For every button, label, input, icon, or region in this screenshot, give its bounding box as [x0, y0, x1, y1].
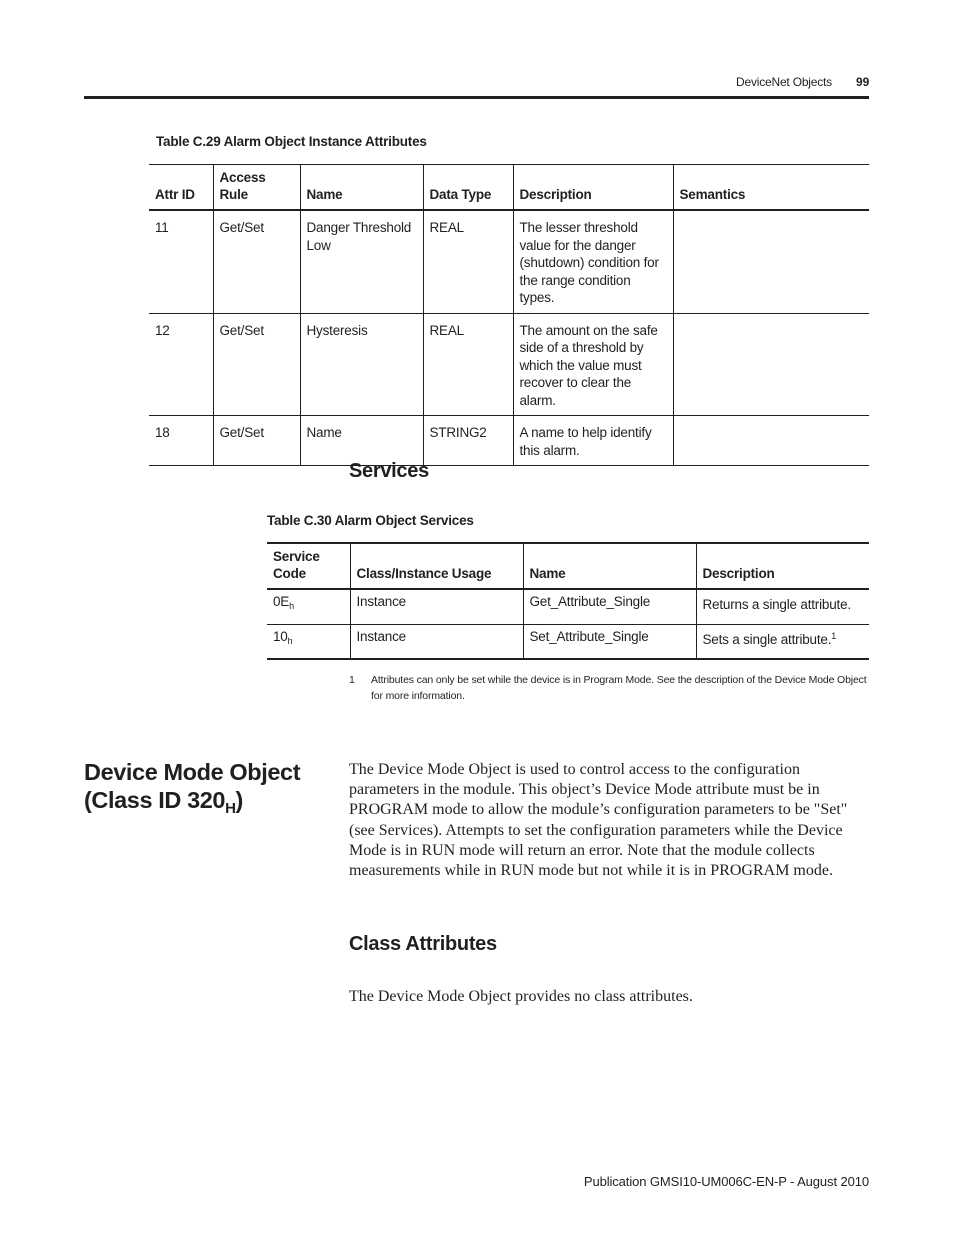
- cell-attr-id: 18: [155, 425, 170, 440]
- header-rule: [84, 96, 869, 99]
- cell-description: [696, 589, 869, 624]
- class-attributes-body: The Device Mode Object provides no class attributes.: [349, 988, 693, 1005]
- cell-semantics: [673, 210, 869, 313]
- table-header-row: [149, 165, 869, 211]
- column-header: Semantics: [673, 165, 869, 211]
- cell-access-rule: Get/Set: [213, 416, 300, 466]
- service-code: 0E: [273, 594, 290, 609]
- footnote-text: Attributes can only be set while the device is in Program Mode. See the description of the Device Mode Object for more information.: [371, 674, 867, 702]
- class-attributes-heading: Class Attributes: [349, 933, 497, 955]
- column-header: Name: [300, 165, 423, 211]
- table-c30-title: Table C.30 Alarm Object Services: [267, 513, 474, 528]
- table-header-row: [267, 543, 869, 589]
- heading-line-1: Device Mode Object: [84, 759, 301, 785]
- cell-service-name: Get_Attribute_Single: [523, 589, 696, 624]
- device-mode-heading: [84, 758, 300, 823]
- heading-close-paren: ): [235, 787, 243, 813]
- cell-attr-id: 11: [155, 220, 169, 235]
- cell-service-name: Set_Attribute_Single: [523, 624, 696, 659]
- service-description: Sets a single attribute.: [702, 631, 832, 647]
- cell-access-rule: Get/Set: [213, 210, 300, 313]
- hex-subscript: h: [289, 601, 294, 611]
- cell-description: The lesser threshold value for the danger (shutdown) condition for the range condition types.: [513, 210, 673, 313]
- cell-usage: Instance: [350, 624, 523, 659]
- column-header: Name: [523, 543, 696, 589]
- column-header: Attr ID: [155, 187, 195, 202]
- cell-data-type: REAL: [423, 210, 513, 313]
- column-header: Description: [513, 165, 673, 211]
- column-header: Description: [696, 543, 869, 589]
- running-header-section: DeviceNet Objects: [736, 75, 832, 89]
- column-header: Data Type: [423, 165, 513, 211]
- cell-description: [696, 624, 869, 659]
- cell-data-type: STRING2: [423, 416, 513, 466]
- alarm-services-table: [267, 542, 869, 660]
- cell-attr-id: 12: [155, 322, 170, 338]
- cell-description: The amount on the safe side of a threshold by which the value must recover to clear the alarm.: [513, 313, 673, 416]
- service-description: Returns a single attribute.: [702, 597, 851, 612]
- footnote-number: 1: [349, 674, 355, 686]
- column-header: Service Code: [273, 549, 320, 581]
- page-number: 99: [856, 75, 870, 89]
- cell-access-rule: Get/Set: [213, 313, 300, 416]
- cell-description: A name to help identify this alarm.: [513, 416, 673, 466]
- hex-subscript: h: [287, 635, 293, 646]
- table-row: [149, 210, 869, 313]
- table-row: [149, 416, 869, 466]
- cell-semantics: [673, 313, 869, 416]
- table-row: [149, 313, 869, 416]
- column-header: Class/Instance Usage: [350, 543, 523, 589]
- cell-usage: Instance: [350, 589, 523, 624]
- service-code: 10: [273, 628, 288, 644]
- column-header: Access Rule: [213, 165, 300, 211]
- table-c29-title: Table C.29 Alarm Object Instance Attributes: [156, 134, 427, 149]
- table-row: [267, 624, 869, 659]
- cell-name: Hysteresis: [300, 313, 423, 416]
- cell-name: Danger Threshold Low: [300, 210, 423, 313]
- cell-service-code: [267, 624, 350, 659]
- cell-data-type: REAL: [423, 313, 513, 416]
- heading-class-id: (Class ID 320: [84, 787, 226, 813]
- heading-line-2: [84, 786, 300, 823]
- cell-name: Name: [300, 416, 423, 466]
- heading-hex-subscript: H: [225, 800, 236, 817]
- device-mode-body: The Device Mode Object is used to control access to the configuration parameters in the module. This object’s Device Mode attribute must be in PROGRAM mode to allow the module’s configuration parameters to be "Set" (see Services). Attempts to set the configuration parameters while the Device Mode is in RUN mode will return an error. Note that the module collects measurements while in RUN mode but not while it is in PROGRAM mode.: [349, 761, 848, 880]
- services-heading: Services: [349, 460, 429, 482]
- table-row: [267, 589, 869, 624]
- cell-semantics: [673, 416, 869, 466]
- alarm-instance-attributes-table: [149, 164, 869, 466]
- cell-service-code: [267, 589, 350, 624]
- footnote-ref: 1: [831, 630, 837, 641]
- publication-footer: Publication GMSI10-UM006C-EN-P - August 2010: [583, 1174, 869, 1189]
